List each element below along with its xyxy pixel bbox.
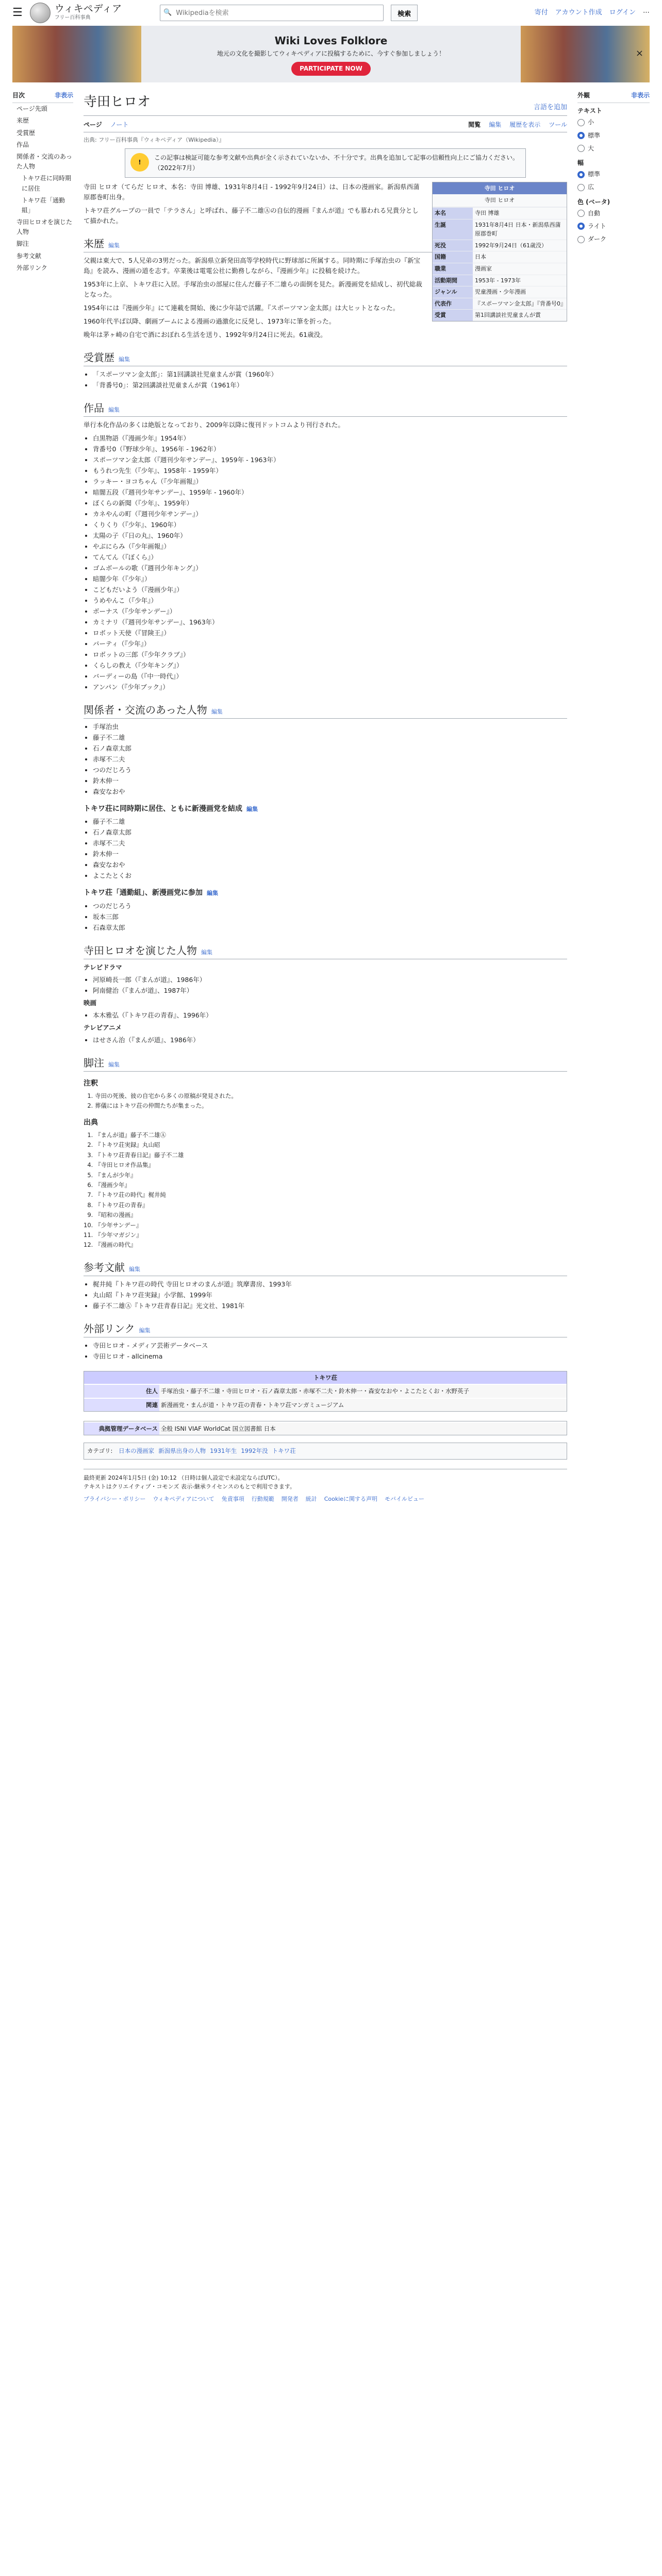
infobox-value: 1931年8月4日 日本・新潟県西蒲原郡巻町 xyxy=(475,221,561,238)
search-input[interactable] xyxy=(175,9,380,18)
note-item: 1. 寺田の死後、彼の自宅から多くの原稿が発見された。 xyxy=(95,1091,567,1100)
list-item: • 「背番号0」：第2回講談社児童まんが賞（1961年） xyxy=(93,380,567,391)
actor-item: • 阿南健治（『まんが道』、1987年） xyxy=(93,986,567,996)
search-button[interactable]: 検索 xyxy=(391,5,418,21)
infobox-value: 日本 xyxy=(475,253,486,261)
edit-section-link[interactable]: 編集 xyxy=(108,1061,120,1068)
bibliography-item: • 藤子不二雄Ⓐ『トキワ荘青春日記』光文社、1981年 xyxy=(93,1301,567,1311)
authority-control xyxy=(84,1421,567,1435)
person-item: • 石ノ森章太郎 xyxy=(93,743,567,754)
work-item: • ボーナス（『少年サンデー』） xyxy=(93,606,567,617)
reference-item: 2. 『トキワ荘実録』丸山昭 xyxy=(95,1140,567,1149)
infobox-key: 死没 xyxy=(433,240,473,251)
toc-item[interactable]: 関係者・交流のあった人物 xyxy=(16,152,72,171)
tsukin-list xyxy=(93,901,567,933)
table-of-contents xyxy=(12,89,73,1504)
infobox-name: 寺田 ヒロオ xyxy=(433,194,567,207)
person-item: • 坂本三郎 xyxy=(93,912,567,922)
person-item: • よこたとくお xyxy=(93,871,567,881)
refs-heading: 出典 xyxy=(84,1118,98,1127)
infobox-value: 寺田 博雄 xyxy=(475,209,500,216)
search-icon: 🔍 xyxy=(163,8,172,16)
color-option[interactable]: 自動 xyxy=(588,209,601,217)
actor-item: • 本木雅弘（『トキワ荘の青春』、1996年） xyxy=(93,1010,567,1021)
bibliography-item: • 丸山昭『トキワ荘実録』小学館、1999年 xyxy=(93,1290,567,1300)
lead-paragraph: 寺田 ヒロオ（てらだ ヒロオ、本名：寺田 博雄、1931年8月4日 - 1992年9月24日）は、日本の漫画家。新潟県西蒲原郡巻町出身。 xyxy=(84,182,420,201)
edit-section-link[interactable]: 編集 xyxy=(108,242,120,249)
text-size-option[interactable]: 大 xyxy=(588,144,594,152)
section-title: 外部リンク xyxy=(84,1322,135,1335)
bibliography-list xyxy=(93,1279,567,1311)
subsection-heading xyxy=(84,887,567,899)
section-title: 関係者・交流のあった人物 xyxy=(84,703,207,716)
category-link[interactable]: 1992年没 xyxy=(241,1447,268,1455)
toc-title: 目次 xyxy=(12,92,25,99)
color-option[interactable]: ライト xyxy=(588,222,606,230)
work-item: • くりくり（『少年』、1960年） xyxy=(93,520,567,530)
color-option[interactable]: ダーク xyxy=(588,235,607,243)
work-item: • 暗闇少年（『少年』） xyxy=(93,574,567,584)
person-item: • つのだじろう xyxy=(93,901,567,911)
infobox-title: 寺田 ヒロオ xyxy=(433,182,567,195)
banner-title: Wiki Loves Folklore xyxy=(274,34,388,47)
close-icon[interactable]: × xyxy=(635,48,643,59)
radio-icon[interactable] xyxy=(577,132,585,139)
lead-paragraph: トキワ荘グループの一員で「テラさん」と呼ばれ、藤子不二雄Ⓐの自伝的漫画『まんが道』でも慕われる兄貴分として描かれた。 xyxy=(84,206,419,225)
paragraph: 1953年に上京、トキワ荘に入居。手塚治虫の部屋に住んだ藤子不二雄らの面倒を見た。新漫画党を結成し、初代総裁となった。 xyxy=(84,280,422,298)
edit-section-link[interactable]: 編集 xyxy=(119,355,130,363)
navbox-key: 関連 xyxy=(84,1399,159,1411)
radio-icon[interactable] xyxy=(577,184,585,191)
banner-text: 地元の文化を撮影してウィキペディアに投稿するために、今すぐ参加しましょう！ xyxy=(217,49,445,57)
edit-section-link[interactable]: 編集 xyxy=(246,805,258,812)
person-item: • 鈴木伸一 xyxy=(93,776,567,786)
reference-item: 12. 『漫画の時代』 xyxy=(95,1240,567,1249)
appearance-title: 外観 xyxy=(577,92,590,99)
banner-photo-left xyxy=(12,26,141,82)
actor-item: • はせさん治（『まんが道』、1986年） xyxy=(93,1035,567,1045)
reference-item: 9. 『昭和の漫画』 xyxy=(95,1210,567,1219)
footer-link[interactable]: Cookieに関する声明 xyxy=(324,1495,378,1502)
infobox-value: 第1回講談社児童まんが賞 xyxy=(475,312,541,319)
reference-item: 6. 『漫画少年』 xyxy=(95,1180,567,1190)
work-item: • くらしの教え（『少年キング』） xyxy=(93,660,567,671)
radio-icon[interactable] xyxy=(577,236,585,243)
person-item: • 鈴木伸一 xyxy=(93,849,567,859)
page-tabs xyxy=(84,118,567,132)
section-title: 参考文献 xyxy=(84,1261,125,1274)
person-item: • 藤子不二雄 xyxy=(93,733,567,743)
infobox-value: 1992年9月24日（61歳没） xyxy=(475,242,547,249)
infobox-key: 生誕 xyxy=(433,219,473,240)
edit-section-link[interactable]: 編集 xyxy=(207,890,218,897)
work-item: • ロボットの三郎（『少年クラブ』） xyxy=(93,650,567,660)
work-item: • こどもだいよう（『漫画少年』） xyxy=(93,585,567,595)
work-item: • ロボット天使（『冒険王』） xyxy=(93,628,567,638)
tab-talk[interactable]: ノート xyxy=(110,121,129,128)
reference-item: 8. 『トキワ荘の青春』 xyxy=(95,1200,567,1210)
person-item: • 赤塚不二夫 xyxy=(93,838,567,849)
work-item: • ぼくらの新聞（『少年』、1959年） xyxy=(93,498,567,509)
width-option[interactable]: 標準 xyxy=(588,171,601,178)
reference-item: 5. 『まんが少年』 xyxy=(95,1171,567,1180)
section-heading xyxy=(84,1259,567,1276)
actor-item: • 河原崎長一郎（『まんが道』、1986年） xyxy=(93,975,567,985)
toc-item[interactable]: 作品 xyxy=(16,141,29,148)
subsection-heading xyxy=(84,803,567,815)
work-item: • 白黒物語（『漫画少年』1954年） xyxy=(93,433,567,444)
category-link[interactable]: 日本の漫画家 xyxy=(119,1447,155,1455)
radio-icon[interactable] xyxy=(577,119,585,126)
toc-item[interactable]: 受賞歴 xyxy=(16,129,36,137)
section-heading xyxy=(84,349,567,366)
paragraph: 単行本化作品の多くは絶版となっており、2009年以降に復刊ドットコムより刊行された。 xyxy=(84,420,344,429)
work-item: • カネやんの町（『週刊少年サンデー』） xyxy=(93,509,567,519)
category-link[interactable]: 新潟県出身の人物 xyxy=(158,1447,206,1455)
work-item: • 背番号0（『野球少年』、1956年 - 1962年） xyxy=(93,444,567,454)
section-title: 来歴 xyxy=(84,237,104,250)
reference-item: 4. 『寺田ヒロオ作品集』 xyxy=(95,1160,567,1170)
section-heading xyxy=(84,400,567,417)
actors-section xyxy=(84,962,567,1045)
notes-list xyxy=(95,1091,567,1111)
footer-link[interactable]: 行動規範 xyxy=(251,1495,274,1502)
footer-link[interactable]: モバイルビュー xyxy=(385,1495,425,1502)
reference-item: 1. 『まんが道』藤子不二雄Ⓐ xyxy=(95,1130,567,1140)
person-item: • 森安なおや xyxy=(93,787,567,797)
section-heading xyxy=(84,1055,567,1072)
text-size-label: テキスト xyxy=(577,107,602,115)
person-item: • 森安なおや xyxy=(93,860,567,870)
section-heading xyxy=(84,1320,567,1337)
section-title: 受賞歴 xyxy=(84,351,114,364)
person-item: • つのだじろう xyxy=(93,765,567,775)
page-footer xyxy=(84,1469,567,1504)
tab-read[interactable]: 閲覧 xyxy=(468,121,481,128)
menu-icon[interactable]: ☰ xyxy=(12,6,23,20)
tagline: フリー百科事典 xyxy=(54,15,91,21)
radio-icon[interactable] xyxy=(577,210,585,217)
warning-icon: ! xyxy=(130,153,149,172)
actor-group-heading: 映画 xyxy=(84,998,97,1007)
work-item: • スポーツマン金太郎（『週刊少年サンデー』、1959年 - 1963年） xyxy=(93,455,567,465)
article-content xyxy=(84,89,567,1504)
wordmark: ウィキペディア xyxy=(54,3,122,14)
toc-subitem[interactable]: トキワ荘「通勤組」 xyxy=(22,196,65,214)
navbox-value[interactable]: 新漫画党・まんが道・トキワ荘の青春・トキワ荘マンガミュージアム xyxy=(159,1399,567,1411)
tokiwa-list xyxy=(93,817,567,881)
bibliography-item: • 梶井純『トキワ荘の時代 寺田ヒロオのまんが道』筑摩書房、1993年 xyxy=(93,1279,567,1290)
text-size-option[interactable]: 小 xyxy=(588,118,594,126)
search-box xyxy=(160,5,384,21)
work-item: • 暗闇五段（『週刊少年サンデー』、1959年 - 1960年） xyxy=(93,487,567,498)
note-item: 2. 葬儀にはトキワ荘の仲間たちが集まった。 xyxy=(95,1101,567,1110)
more-icon[interactable]: ⋯ xyxy=(643,8,650,16)
tab-history[interactable]: 履歴を表示 xyxy=(509,121,541,128)
work-item: • ラッキー・ヨコちゃん（『少年画報』） xyxy=(93,477,567,487)
person-item: • 赤塚不二夫 xyxy=(93,754,567,765)
work-item: • 太陽の子（『日の丸』、1960年） xyxy=(93,531,567,541)
work-item: • パーティ（『少年』） xyxy=(93,639,567,649)
list-item: • 「スポーツマン金太郎」：第1回講談社児童まんが賞（1960年） xyxy=(93,369,567,380)
subsection-title: トキワ荘に同時期に居住、ともに新漫画党を結成 xyxy=(84,804,242,813)
appearance-panel xyxy=(577,89,650,1504)
toc-hide-button[interactable]: 非表示 xyxy=(54,92,73,99)
user-links xyxy=(535,8,650,19)
reference-item: 3. 『トキワ荘青春日記』藤子不二雄 xyxy=(95,1150,567,1160)
appearance-hide-button[interactable]: 非表示 xyxy=(631,92,650,99)
work-item: • てんてん（『ぼくら』） xyxy=(93,552,567,563)
work-item: • アンパン（『少年ブック』） xyxy=(93,682,567,692)
edit-section-link[interactable]: 編集 xyxy=(211,708,223,715)
category-link[interactable]: 1931年生 xyxy=(210,1447,237,1455)
reference-item: 7. 『トキワ荘の時代』梶井純 xyxy=(95,1190,567,1199)
toc-item[interactable]: 外部リンク xyxy=(16,264,47,272)
external-link-item: • 寺田ヒロオ - メディア芸術データベース xyxy=(93,1341,567,1351)
toc-item[interactable]: 参考文献 xyxy=(16,252,42,260)
refs-list xyxy=(95,1130,567,1250)
infobox-key: 職業 xyxy=(433,263,473,275)
works-list xyxy=(93,433,567,692)
person-item: • 手塚治虫 xyxy=(93,722,567,732)
work-item: • うめやんこ（『少年』） xyxy=(93,596,567,606)
infobox-value: 1953年 - 1973年 xyxy=(475,277,521,284)
external-link-item: • 寺田ヒロオ - allcinema xyxy=(93,1351,567,1362)
reference-item: 11. 『少年マガジン』 xyxy=(95,1230,567,1240)
infobox-value: 『スポーツマン金太郎』『背番号0』 xyxy=(475,300,567,307)
category-link[interactable]: トキワ荘 xyxy=(272,1447,296,1455)
edit-section-link[interactable]: 編集 xyxy=(108,406,120,413)
navbox-title: トキワ荘 xyxy=(84,1371,567,1384)
footer-link[interactable]: 統計 xyxy=(305,1495,317,1502)
donate-link[interactable]: 寄付 xyxy=(534,8,548,16)
edit-section-link[interactable]: 編集 xyxy=(201,948,212,956)
edit-section-link[interactable]: 編集 xyxy=(129,1265,140,1273)
navbox-value[interactable]: 手塚治虫・藤子不二雄・寺田ヒロオ・石ノ森章太郎・赤塚不二夫・鈴木伸一・森安なおや・よこたとくお・水野英子 xyxy=(159,1385,567,1397)
section-heading xyxy=(84,702,567,719)
paragraph: 1954年には『漫画少年』にて連載を開始、後に少年誌で活躍。『スポーツマン金太郎』は大ヒットとなった。 xyxy=(84,303,400,312)
work-item: • ゴムボールの歌（『週刊少年キング』） xyxy=(93,563,567,573)
work-item: • バーディーの島（『中一時代』） xyxy=(93,671,567,682)
tab-page[interactable]: ページ xyxy=(84,121,102,128)
toc-subitem[interactable]: トキワ荘に同時期に居住 xyxy=(22,175,72,192)
site-logo[interactable] xyxy=(30,3,122,23)
license-text: テキストはクリエイティブ・コモンズ 表示-継承ライセンスのもとで利用できます。 xyxy=(84,1483,295,1490)
section-heading xyxy=(84,942,567,959)
radio-icon[interactable] xyxy=(577,171,585,178)
infobox-key: 国籍 xyxy=(433,251,473,263)
authority-title: 典拠管理データベース xyxy=(84,1422,159,1435)
footer-link[interactable]: 免責事項 xyxy=(221,1495,244,1502)
site-header xyxy=(0,0,662,26)
actor-group-heading: テレビドラマ xyxy=(84,963,122,971)
reference-item: 10. 『少年サンデー』 xyxy=(95,1221,567,1230)
work-item: • カミナリ（『週刊少年サンデー』、1963年） xyxy=(93,617,567,628)
subsection-title: トキワ荘「通勤組」、新漫画党に参加 xyxy=(84,889,203,897)
notice-text: この記事は検証可能な参考文献や出典が全く示されていないか、不十分です。出典を追加して記事の信頼性向上にご協力ください。（2022年7月） xyxy=(154,154,519,172)
radio-icon[interactable] xyxy=(577,145,585,152)
navbox-key: 住人 xyxy=(84,1385,159,1397)
width-option[interactable]: 広 xyxy=(588,183,594,191)
create-account-link[interactable]: アカウント作成 xyxy=(555,8,602,16)
radio-icon[interactable] xyxy=(577,223,585,230)
person-item: • 石森章太郎 xyxy=(93,923,567,933)
infobox-key: 本名 xyxy=(433,208,473,219)
footer-link[interactable]: ウィキペディアについて xyxy=(153,1495,214,1502)
wikipedia-globe-icon xyxy=(30,3,51,23)
section-title: 寺田ヒロオを演じた人物 xyxy=(84,944,197,957)
authority-text[interactable]: 全般 ISNI VIAF WorldCat 国立図書館 日本 xyxy=(159,1422,567,1435)
section-title: 脚注 xyxy=(84,1056,104,1069)
color-label: 色 (ベータ) xyxy=(577,198,610,206)
add-language-button[interactable]: 言語を追加 xyxy=(533,103,567,111)
footer-link[interactable]: 開発者 xyxy=(281,1495,299,1502)
infobox xyxy=(432,182,567,321)
paragraph: 晩年は茅ヶ崎の自宅で酒におぼれる生活を送り、1992年9月24日に死去。61歳没。 xyxy=(84,330,327,338)
infobox-key: 代表作 xyxy=(433,298,473,310)
people-list xyxy=(93,722,567,797)
work-item: • もうれつ先生（『少年』、1958年 - 1959年） xyxy=(93,466,567,476)
footer-link[interactable]: プライバシー・ポリシー xyxy=(84,1495,146,1502)
person-item: • 石ノ森章太郎 xyxy=(93,827,567,838)
category-label: カテゴリ: xyxy=(87,1447,113,1455)
category-links xyxy=(84,1443,567,1459)
external-links-list xyxy=(93,1341,567,1362)
edit-section-link[interactable]: 編集 xyxy=(139,1327,151,1334)
toc-item[interactable]: ページ先頭 xyxy=(16,105,47,113)
page-heading xyxy=(84,92,567,116)
infobox-value: 児童漫画・少年漫画 xyxy=(475,289,526,296)
toc-item[interactable]: 寺田ヒロオを演じた人物 xyxy=(16,218,73,236)
infobox-key: 活動期間 xyxy=(433,275,473,286)
campaign-banner xyxy=(12,26,650,82)
awards-list xyxy=(93,369,567,391)
tab-tools[interactable]: ツール xyxy=(549,121,567,128)
tab-edit[interactable]: 編集 xyxy=(489,121,502,128)
banner-photo-right xyxy=(521,26,650,82)
toc-item[interactable]: 脚注 xyxy=(16,240,29,248)
infobox-key: 受賞 xyxy=(433,310,473,321)
person-item: • 藤子不二雄 xyxy=(93,817,567,827)
toc-item[interactable]: 来歴 xyxy=(16,117,29,125)
section-title: 作品 xyxy=(84,401,104,414)
actor-group-heading: テレビアニメ xyxy=(84,1023,122,1031)
navbox xyxy=(84,1371,567,1412)
last-updated: 最終更新 2024年1月5日 (金) 10:12 （日時は個人設定で未設定ならばUTC）。 xyxy=(84,1474,284,1481)
source-line: 出典: フリー百科事典『ウィキペディア（Wikipedia）』 xyxy=(84,136,225,143)
work-item: • やぶにらみ（『少年画報』） xyxy=(93,541,567,552)
paragraph: 1960年代半ば以降、劇画ブームによる漫画の過激化に反発し、1973年に筆を折った。 xyxy=(84,317,336,325)
notes-heading: 注釈 xyxy=(84,1079,98,1088)
width-label: 幅 xyxy=(577,159,584,166)
infobox-key: ジャンル xyxy=(433,286,473,298)
maintenance-notice xyxy=(125,148,526,177)
page-title: 寺田ヒロオ xyxy=(84,94,151,110)
login-link[interactable]: ログイン xyxy=(609,8,636,16)
paragraph: 父親は東大で、5人兄弟の3男だった。新潟県立新発田高等学校時代に野球部に所属する。同時期に手塚治虫の『新宝島』を読み、漫画の道を志す。卒業後は電電公社に勤務しながら、『漫画少年』に投稿を続けた。 xyxy=(84,256,421,275)
text-size-option[interactable]: 標準 xyxy=(588,131,601,139)
participate-button[interactable]: PARTICIPATE NOW xyxy=(291,62,371,76)
infobox-value: 漫画家 xyxy=(475,265,492,272)
